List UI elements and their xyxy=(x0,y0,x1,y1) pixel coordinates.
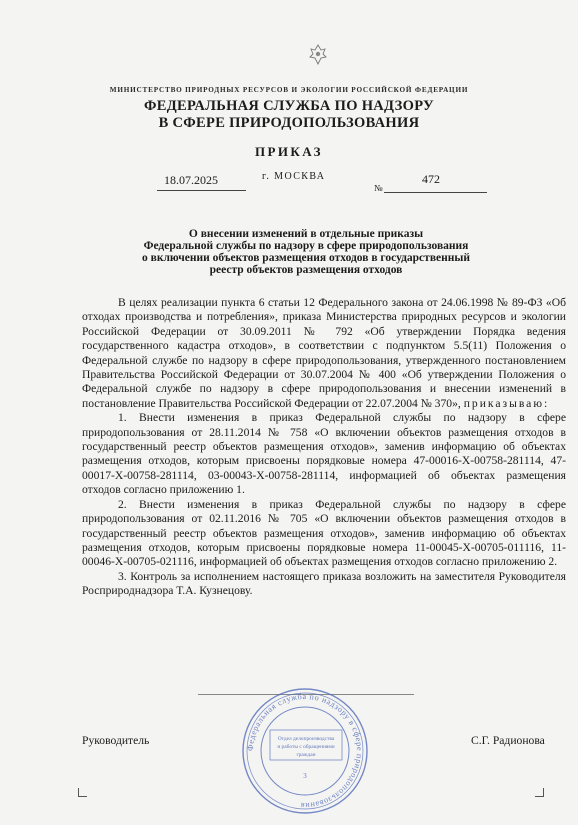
ministry-name: МИНИСТЕРСТВО ПРИРОДНЫХ РЕСУРСОВ И ЭКОЛОГИИ РОССИЙСКОЙ ФЕДЕРАЦИИ xyxy=(109,86,469,94)
coat-of-arms-icon xyxy=(305,42,331,68)
subject-line4: реестр объектов размещения отходов xyxy=(209,264,403,276)
signer-role: Руководитель xyxy=(82,734,150,747)
date-underline xyxy=(157,190,246,191)
order-body xyxy=(82,296,566,599)
preamble-text: В целях реализации пункта 6 статьи 12 Федерального закона от 24.06.1998 № 89-ФЗ «Об отходах производства и потребления», приказа Министерства природных ресурсов и экологии Российской Федерации от 30.09.2011 № 792 «Об утверждении Порядка ведения государственного кадастра отходов», в соответствии с подпунктом 5.5(11) Положения о Федеральной службе по надзору в сфере природопользования, утвержденного постановлением Правительства Российской Федерации от 30.07.2004 № 400 «Об утверждении Положения о Федеральной службе по надзору в сфере природопользования и внесении изменений в постановление Правительства Российской Федерации от 22.07.2004 № 370», xyxy=(82,296,566,410)
stamp-inner-line2: и работы с обращениями xyxy=(277,744,335,750)
signer-name: С.Г. Радионова xyxy=(471,734,545,747)
corner-mark-right xyxy=(535,788,544,797)
order-item-2: 2. Внести изменения в приказ Федеральной службы по надзору в сфере природопользования от 02.11.2016 № 705 «О включении объектов размещения отходов в государственный реестр объектов размещения отходов», заменив информацию об объектах размещения отходов, которым присвоены порядковые номера 11-00045-Х-00705-011116, 11-00046-Х-00705-021116, информацией об объектах размещения отходов согласно приложению 2. xyxy=(82,497,566,569)
official-stamp xyxy=(240,686,370,816)
corner-mark-left xyxy=(78,788,87,797)
stamp-ring-text: Федеральная служба по надзору в сфере природопользования xyxy=(245,691,365,811)
stamp-inner-line1: Отдел делопроизводства xyxy=(277,736,335,742)
number-sign: № xyxy=(374,183,383,193)
subject-line1: О внесении изменений в отдельные приказы xyxy=(188,228,424,240)
order-city: г. МОСКВА xyxy=(262,171,326,182)
order-word: приказываю: xyxy=(463,396,550,410)
subject-line3: о включении объектов размещения отходов в государственный xyxy=(142,252,470,264)
order-item-3: 3. Контроль за исполнением настоящего приказа возложить на заместителя Руководителя Росприроднадзора Т.А. Кузнецову. xyxy=(82,569,566,598)
stamp-inner-number: 3 xyxy=(303,772,307,780)
service-name-line2: В СФЕРЕ ПРИРОДОПОЛЬЗОВАНИЯ xyxy=(158,115,420,131)
service-name-line1: ФЕДЕРАЛЬНАЯ СЛУЖБА ПО НАДЗОРУ xyxy=(144,98,434,114)
order-date: 18.07.2025 xyxy=(164,173,218,187)
stamp-inner-line3: граждан xyxy=(296,752,316,758)
subject-line2: Федеральной службы по надзору в сфере природопользования xyxy=(143,240,469,252)
order-number: 472 xyxy=(422,172,440,186)
order-item-1: 1. Внести изменения в приказ Федеральной службы по надзору в сфере природопользования от 28.11.2014 № 758 «О включении объектов размещения отходов в государственный реестр объектов размещения отходов», заменив информацию об объектах размещения отходов, которым присвоены порядковые номера 47-00016-Х-00758-281114, 47-00017-Х-00758-281114, 03-00043-Х-00758-281114, информацией об объектах размещения отходов согласно приложению 1. xyxy=(82,411,566,497)
order-title: ПРИКАЗ xyxy=(255,144,323,159)
preamble-paragraph xyxy=(82,296,566,411)
number-underline xyxy=(384,192,487,193)
service-name xyxy=(0,98,578,132)
order-subject xyxy=(96,228,516,276)
